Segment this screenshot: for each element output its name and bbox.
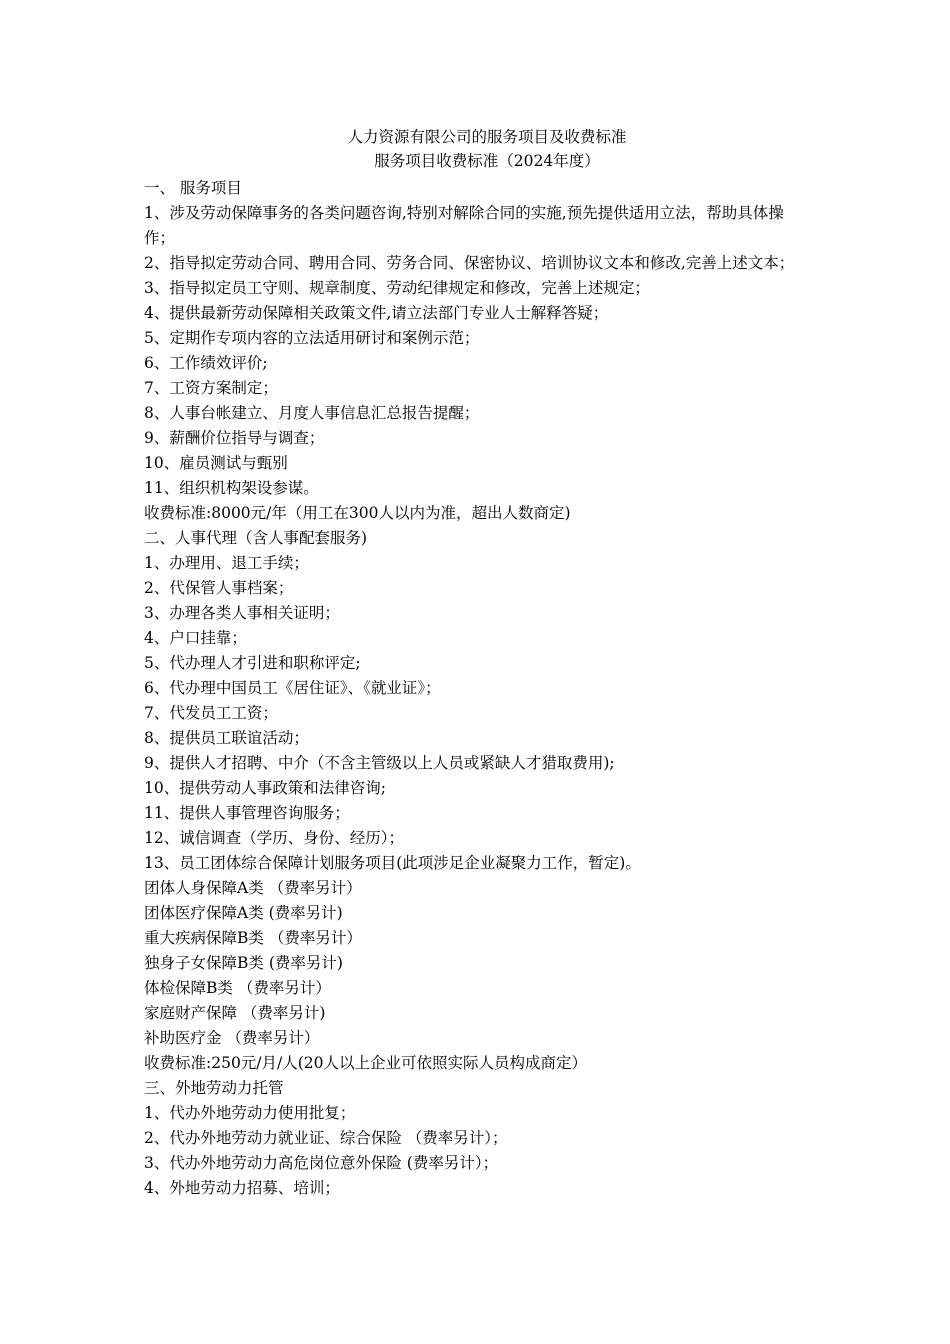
list-item: 1、代办外地劳动力使用批复； <box>144 1104 356 1122</box>
list-item: 8、人事台帐建立、月度人事信息汇总报告提醒； <box>144 404 480 422</box>
list-item: 1、办理用、退工手续； <box>144 554 309 572</box>
list-item: 7、代发员工工资； <box>144 704 278 722</box>
list-item: 3、指导拟定员工守则、规章制度、劳动纪律规定和修改，完善上述规定； <box>144 279 650 297</box>
document-body <box>144 176 810 1201</box>
section-heading: 二、人事代理（含人事配套服务) <box>144 529 368 547</box>
list-item: 4、户口挂靠； <box>144 629 247 647</box>
list-item: 3、办理各类人事相关证明； <box>144 604 340 622</box>
list-item: 5、定期作专项内容的立法适用研讨和案例示范； <box>144 329 480 347</box>
insurance-item: 体检保障B类 （费率另计） <box>144 979 331 997</box>
list-item: 10、提供劳动人事政策和法律咨询; <box>144 779 386 797</box>
insurance-item: 团体医疗保障A类 (费率另计) <box>144 904 343 922</box>
list-item: 9、提供人才招聘、中介（不含主管级以上人员或紧缺人才猎取费用); <box>144 754 615 772</box>
insurance-item: 重大疾病保障B类 （费率另计） <box>144 929 362 947</box>
fee-standard: 收费标准:250元/月/人(20人以上企业可依照实际人员构成商定） <box>144 1054 588 1072</box>
list-item: 11、组织机构架设参谋。 <box>144 479 319 497</box>
list-item: 12、诚信调查（学历、身份、经历）； <box>144 829 404 847</box>
list-item: 10、雇员测试与甄别 <box>144 454 288 472</box>
document-subtitle: 服务项目收费标准（2024年度） <box>374 152 600 170</box>
list-item: 2、指导拟定劳动合同、聘用合同、劳务合同、保密协议、培训协议文本和修改,完善上述文本； <box>144 254 795 272</box>
list-item: 9、薪酬价位指导与调查； <box>144 429 325 447</box>
list-item: 6、代办理中国员工《居住证》、《就业证》； <box>144 679 441 697</box>
list-item: 2、代保管人事档案； <box>144 579 294 597</box>
section-heading: 三、外地劳动力托管 <box>144 1079 284 1097</box>
list-item: 4、提供最新劳动保障相关政策文件,请立法部门专业人士解释答疑； <box>144 304 609 322</box>
section-heading: 一、 服务项目 <box>144 179 242 197</box>
insurance-item: 团体人身保障A类 （费率另计） <box>144 879 362 897</box>
list-item: 8、提供员工联谊活动； <box>144 729 309 747</box>
list-item: 3、代办外地劳动力高危岗位意外保险 (费率另计）； <box>144 1154 499 1172</box>
list-item: 2、代办外地劳动力就业证、综合保险 （费率另计）； <box>144 1129 508 1147</box>
list-item: 1、涉及劳动保障事务的各类问题咨询,特别对解除合同的实施,预先提供适用立法，帮助具体操作； <box>144 204 784 247</box>
list-item: 13、员工团体综合保障计划服务项目(此项涉足企业凝聚力工作，暂定)。 <box>144 854 641 872</box>
list-item: 7、工资方案制定； <box>144 379 278 397</box>
fee-standard: 收费标准:8000元/年（用工在300人以内为准，超出人数商定) <box>144 504 571 522</box>
document-title: 人力资源有限公司的服务项目及收费标准 <box>347 128 627 146</box>
insurance-item: 独身子女保障B类 (费率另计) <box>144 954 343 972</box>
insurance-item: 补助医疗金 （费率另计） <box>144 1029 320 1047</box>
list-item: 11、提供人事管理咨询服务； <box>144 804 350 822</box>
insurance-item: 家庭财产保障 （费率另计) <box>144 1004 326 1022</box>
list-item: 5、代办理人才引进和职称评定; <box>144 654 361 672</box>
list-item: 6、工作绩效评价; <box>144 354 268 372</box>
list-item: 4、外地劳动力招募、培训； <box>144 1179 340 1197</box>
